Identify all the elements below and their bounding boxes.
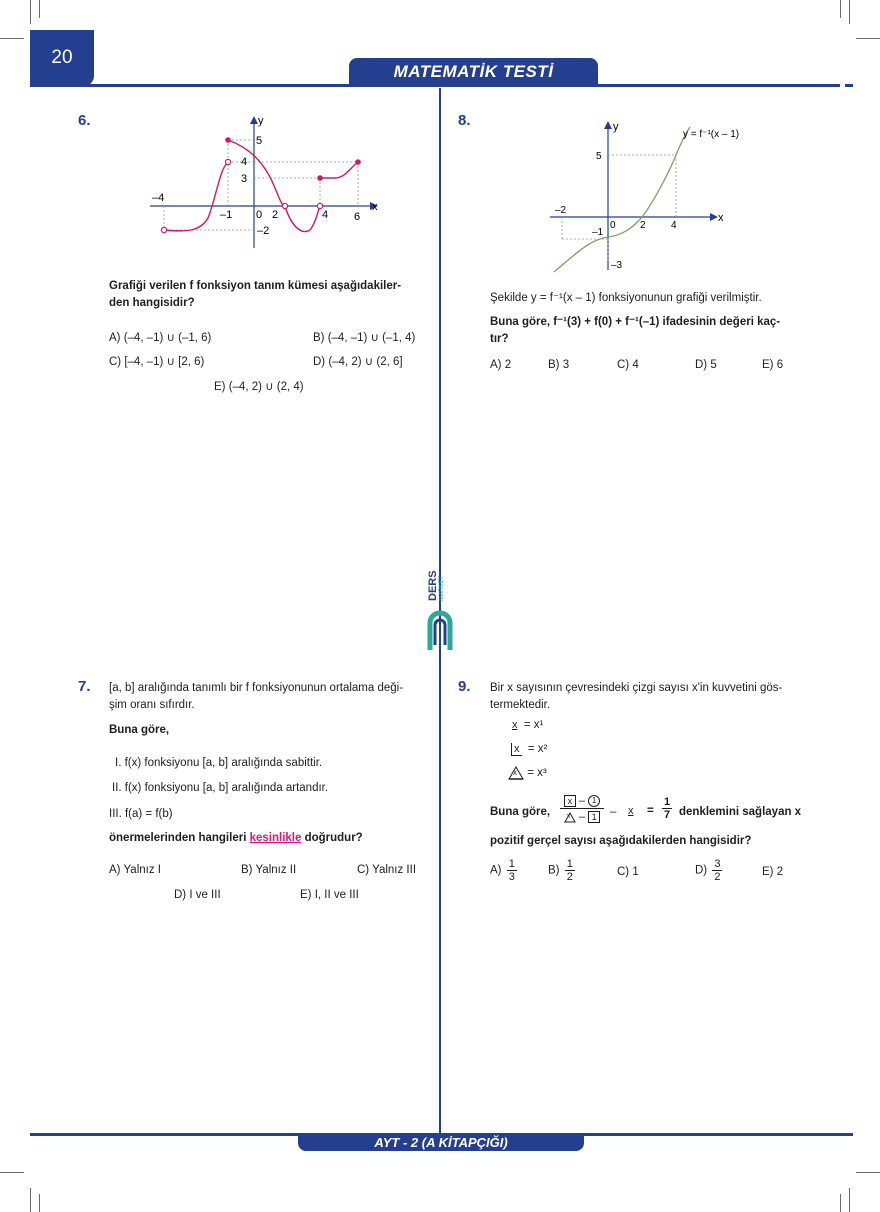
- x-axis-arrow-icon: [710, 213, 718, 221]
- q8-question-line2: tır?: [490, 333, 509, 345]
- crop-mark: [0, 1172, 24, 1173]
- option-a[interactable]: A) (–4, –1) ∪ (–1, 6): [109, 332, 212, 344]
- closed-point: [225, 137, 231, 143]
- crop-mark: [30, 1188, 31, 1212]
- axis-label-y: y: [258, 115, 264, 127]
- option-c[interactable]: C) [–4, –1) ∪ [2, 6): [109, 356, 205, 368]
- tick-label: 6: [354, 211, 361, 223]
- q7-line2: şim oranı sıfırdır.: [109, 699, 195, 711]
- option-e[interactable]: E) 2: [762, 866, 784, 878]
- open-point: [282, 203, 287, 208]
- crop-mark: [30, 0, 31, 24]
- q9-definition-2: [511, 743, 547, 755]
- q9-eq-post: denklemini sağlayan x: [679, 806, 802, 818]
- crop-mark: [849, 0, 850, 24]
- option-e[interactable]: E) (–4, 2) ∪ (2, 4): [214, 381, 304, 393]
- q7-statement-3: III. f(a) = f(b): [109, 808, 173, 820]
- tick-label: 5: [256, 135, 263, 147]
- q7-buna-gore: Buna göre,: [109, 724, 170, 736]
- q9-eq-minus: –: [610, 806, 617, 818]
- open-point: [225, 159, 230, 164]
- tick-label: –1: [592, 227, 604, 238]
- def-rhs: = x¹: [523, 719, 544, 731]
- q9-eq-x: x: [628, 805, 634, 817]
- q9-eq-pre: Buna göre,: [490, 806, 551, 818]
- logo-brand-text: DERS: [427, 570, 439, 601]
- tick-label: 3: [241, 173, 248, 185]
- q6-question-line2: den hangisidir?: [109, 297, 195, 309]
- open-point: [317, 203, 322, 208]
- logo-mark-icon: [425, 605, 455, 653]
- q6-graph: [140, 108, 390, 248]
- question-number: 9.: [458, 678, 471, 695]
- option-b[interactable]: B) Yalnız II: [241, 864, 297, 876]
- curve-segment-3: [320, 162, 358, 178]
- q7-statement-2: II. f(x) fonksiyonu [a, b] aralığında artandır.: [112, 782, 329, 794]
- option-c[interactable]: C) 4: [617, 359, 639, 371]
- q7-statement-1: I. f(x) fonksiyonu [a, b] aralığında sabittir.: [115, 757, 323, 769]
- option-d[interactable]: D) I ve III: [174, 889, 221, 901]
- q9-question-line2: pozitif gerçel sayısı aşağıdakilerden hangisidir?: [490, 835, 752, 847]
- corner-x: x: [511, 743, 522, 756]
- crop-mark: [856, 38, 880, 39]
- q8-description: Şekilde y = f⁻¹(x – 1) fonksiyonunun grafiği verilmiştir.: [490, 292, 762, 304]
- q9-definition-1: [512, 719, 543, 731]
- tick-label: –3: [611, 260, 623, 271]
- q9-eq-rhs: $\frac{1}{7}$: [664, 796, 671, 821]
- q7-question-pre: önermelerinden hangileri: [109, 832, 250, 844]
- tick-label: 4: [241, 156, 248, 168]
- crop-mark: [849, 1188, 850, 1212]
- page-title: MATEMATİK TESTİ: [349, 58, 598, 86]
- crop-mark: [39, 1194, 40, 1212]
- def-rhs: = x³: [527, 767, 547, 780]
- q9-eq-equals: =: [647, 805, 654, 817]
- q6-question-line1: Grafiği verilen f fonksiyon tanım kümesi aşağıdakiler-: [109, 280, 402, 292]
- y-axis-arrow-icon: [604, 121, 612, 129]
- curve-label: y = f⁻¹(x – 1): [683, 129, 740, 140]
- option-a[interactable]: A) Yalnız I: [109, 864, 161, 876]
- option-d[interactable]: D) $\frac{3}{2}$: [695, 858, 721, 883]
- q7-question-highlight: kesinlikle: [249, 832, 302, 844]
- closed-point: [355, 159, 361, 165]
- tick-label: 4: [322, 209, 329, 221]
- page-number: 20: [30, 30, 94, 86]
- triangle-x: x: [508, 766, 524, 780]
- crop-mark: [840, 1194, 841, 1212]
- curve-segment-1: [164, 162, 228, 231]
- tick-label: 2: [272, 209, 279, 221]
- tick-label: –4: [152, 192, 165, 204]
- header-rule: [30, 84, 840, 87]
- curve: [554, 127, 690, 272]
- q7-question: [109, 830, 363, 847]
- q9-line1: Bir x sayısının çevresindeki çizgi sayısı x'in kuvvetini gös-: [490, 682, 783, 694]
- question-number: 7.: [78, 678, 91, 695]
- tick-label: 4: [671, 220, 677, 231]
- open-point: [161, 227, 166, 232]
- q7-question-post: doğrudur?: [301, 832, 363, 844]
- crop-mark: [856, 1172, 880, 1173]
- def-rhs: = x²: [527, 743, 548, 755]
- y-axis-arrow-icon: [250, 116, 258, 124]
- q9-equation-fraction: [560, 795, 604, 823]
- closed-point: [317, 175, 323, 181]
- tick-label: 5: [596, 151, 602, 162]
- option-c[interactable]: C) Yalnız III: [357, 864, 417, 876]
- ders-market-logo: [425, 565, 455, 655]
- option-d[interactable]: D) (–4, 2) ∪ (2, 6]: [313, 356, 403, 368]
- option-e[interactable]: E) I, II ve III: [300, 889, 359, 901]
- q8-graph: [540, 115, 770, 277]
- option-b[interactable]: B) (–4, –1) ∪ (–1, 4): [313, 332, 416, 344]
- tick-label: –2: [257, 225, 270, 237]
- booklet-label: AYT - 2 (A KİTAPÇIĞI): [298, 1133, 584, 1151]
- tick-label: –1: [220, 209, 233, 221]
- q8-question-line1: Buna göre, f⁻¹(3) + f(0) + f⁻¹(–1) ifadesinin değeri kaç-: [490, 316, 781, 328]
- question-number: 8.: [458, 112, 471, 129]
- logo-sub-text: MARKET: [439, 575, 445, 601]
- option-b[interactable]: B) 3: [548, 359, 570, 371]
- crop-mark: [39, 0, 40, 18]
- q7-line1: [a, b] aralığında tanımlı bir f fonksiyonunun ortalama deği-: [109, 682, 404, 694]
- fraction-numerator: x – 1: [560, 795, 604, 809]
- q9-line2: termektedir.: [490, 699, 551, 711]
- option-c[interactable]: C) 1: [617, 866, 639, 878]
- option-b[interactable]: B) $\frac{1}{2}$: [548, 858, 573, 883]
- tick-label: 0: [256, 209, 263, 221]
- tick-label: –2: [555, 205, 567, 216]
- option-e[interactable]: E) 6: [762, 359, 784, 371]
- header-rule-dash: [845, 84, 853, 87]
- option-a[interactable]: A) 2: [490, 359, 512, 371]
- q9-definition-3: [508, 766, 547, 780]
- axis-label-y: y: [613, 121, 619, 133]
- fraction-denominator: x – 1: [560, 809, 604, 823]
- axis-label-x: x: [372, 201, 378, 213]
- underlined-x: x: [512, 719, 518, 731]
- tick-label: 0: [610, 220, 616, 231]
- option-d[interactable]: D) 5: [695, 359, 717, 371]
- crop-mark: [0, 38, 24, 39]
- crop-mark: [840, 0, 841, 18]
- tick-label: 2: [640, 220, 646, 231]
- axis-label-x: x: [718, 212, 724, 224]
- question-number: 6.: [78, 112, 91, 129]
- option-a[interactable]: A) $\frac{1}{3}$: [490, 858, 515, 883]
